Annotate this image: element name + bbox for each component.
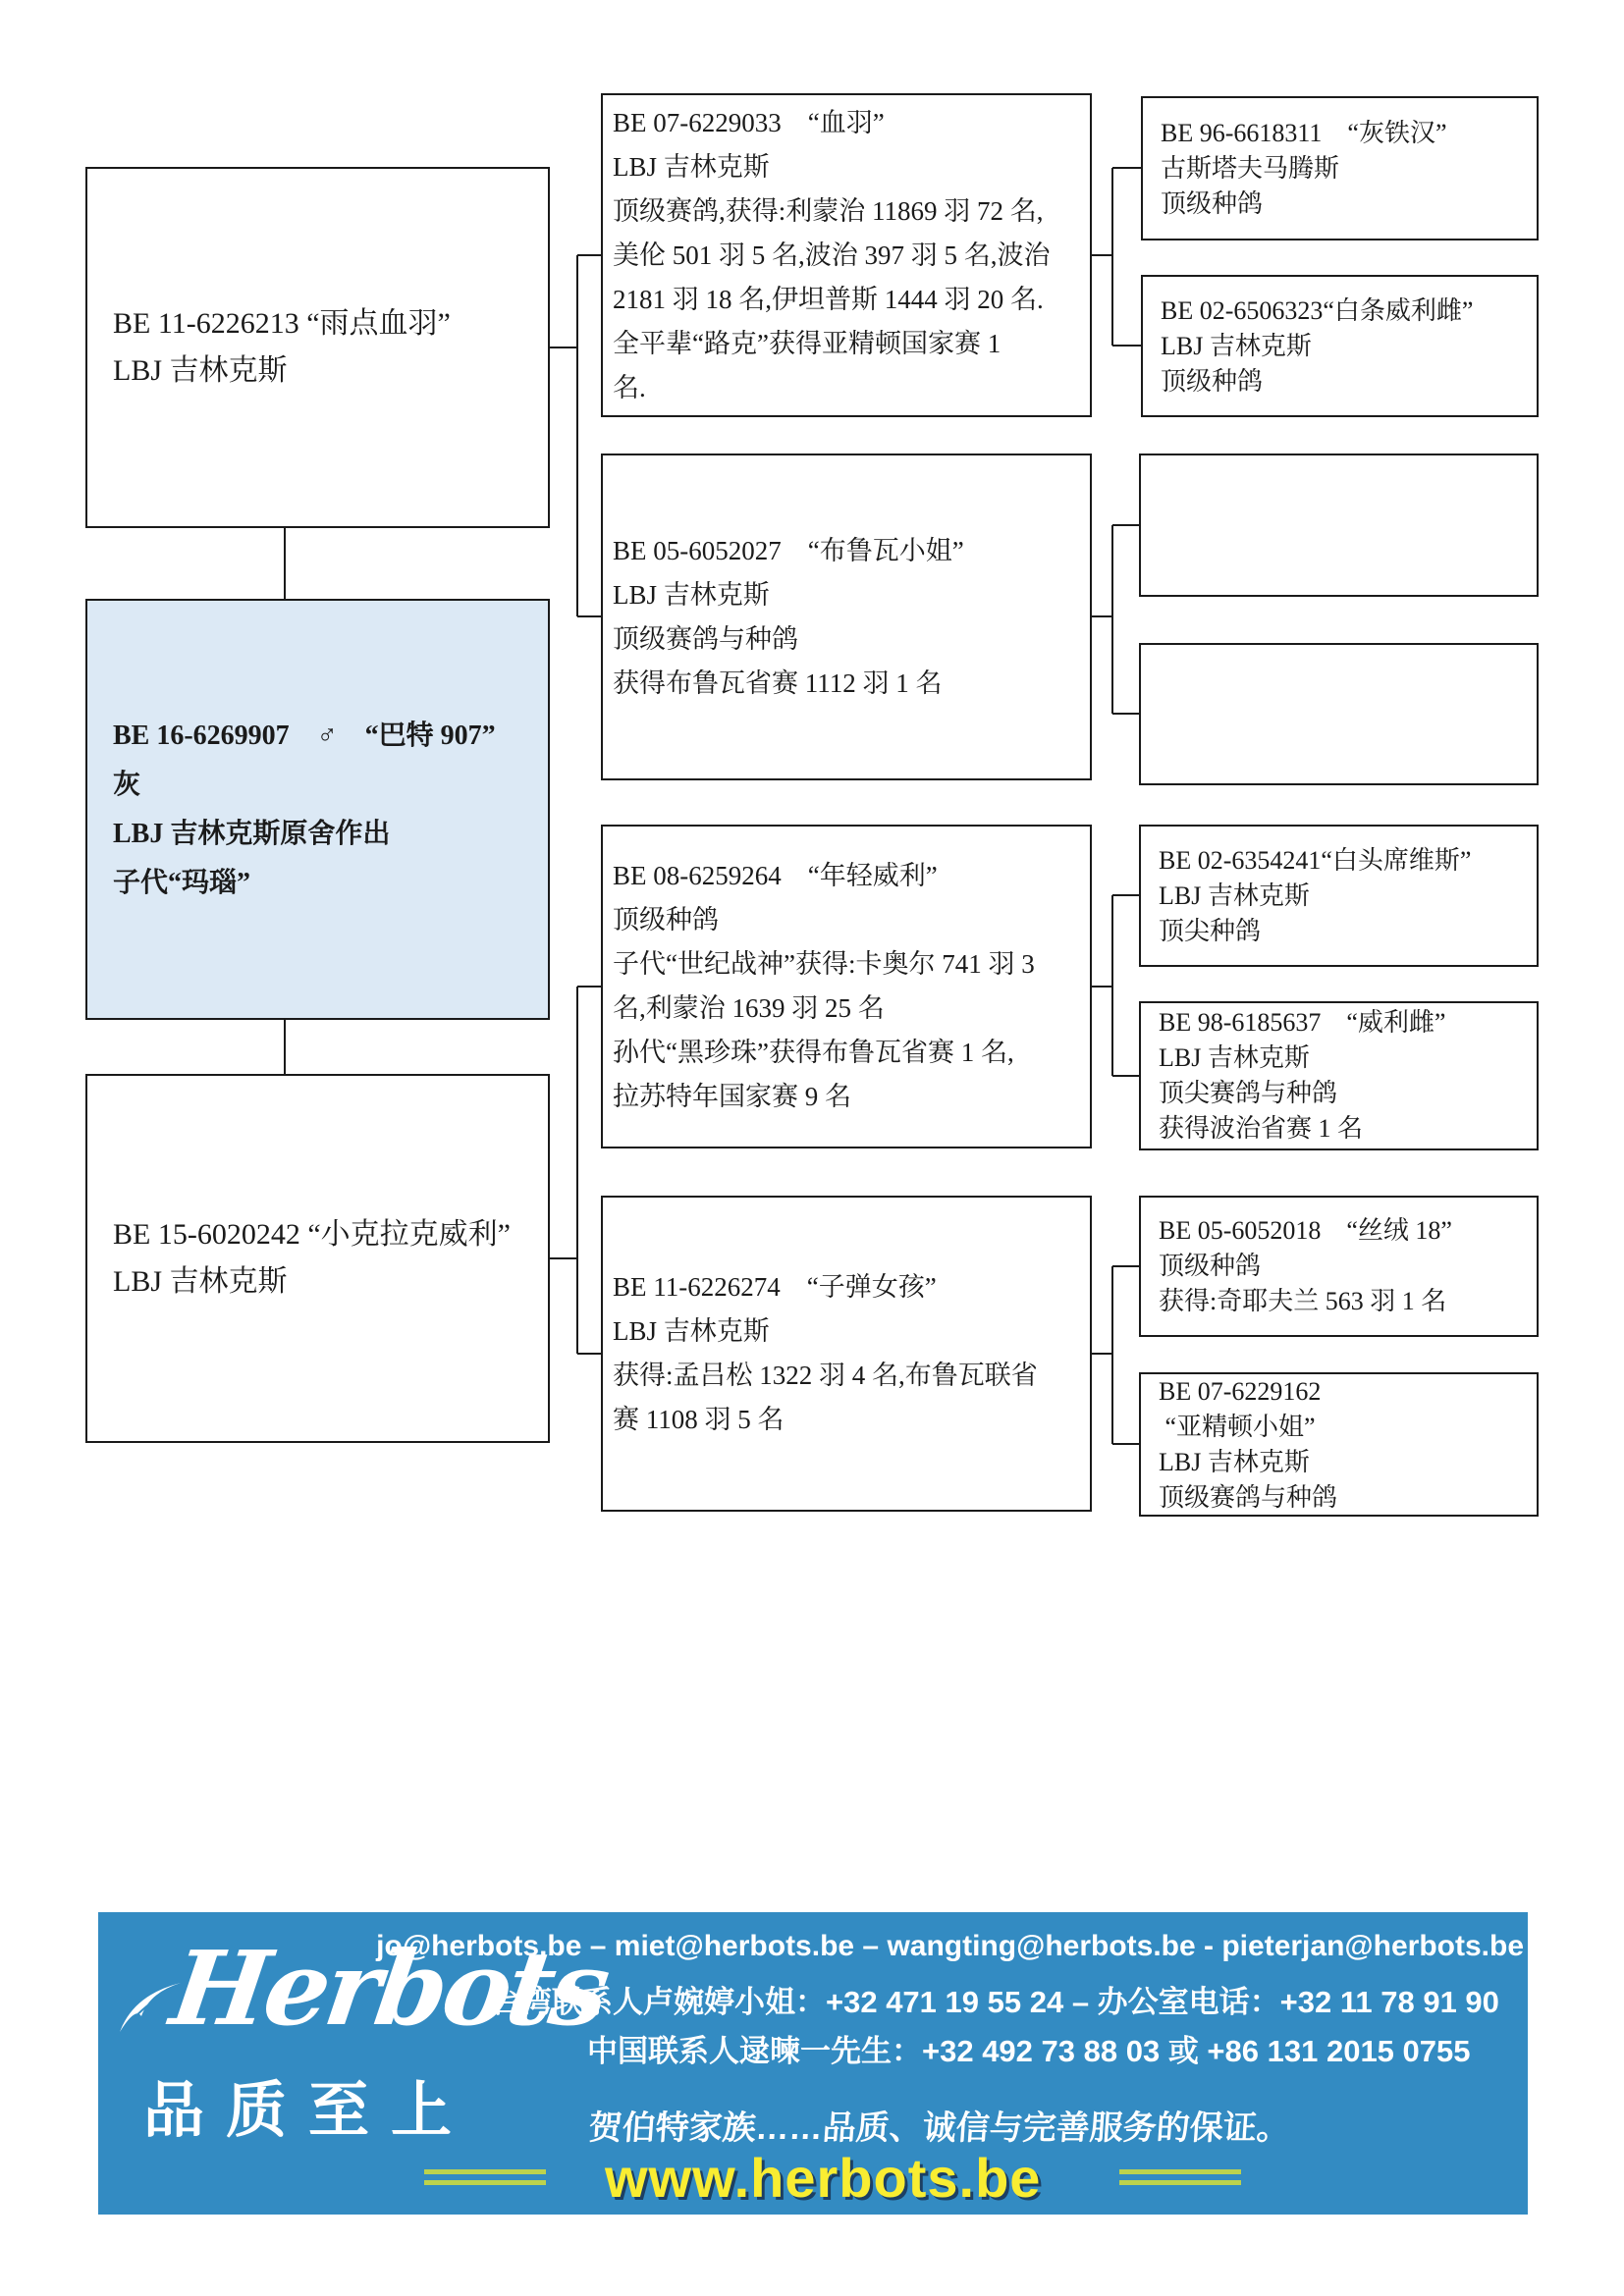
box-great-grandparent-1 [1141,96,1539,240]
box-text-line: LBJ 吉林克斯 [113,354,288,387]
box-great-grandparent-2 [1141,275,1539,417]
decor-double-line-right [1119,2169,1241,2185]
box-text-line: LBJ 吉林克斯 [613,579,770,610]
box-text-line: 全平辈“路克”获得亚精顿国家赛 1 [613,328,1001,358]
box-text-line: BE 96-6618311 “灰铁汉” [1161,118,1447,147]
website-url: www.herbots.be [605,2147,1042,2209]
box-text-line: LBJ 吉林克斯 [1159,1447,1310,1476]
decor-double-line-left [424,2169,546,2185]
box-great-grandparent-3-empty [1139,454,1539,597]
box-text-line: 顶级种鸽 [1161,366,1264,396]
box-text-line: 顶尖赛鸽与种鸽 [1159,1079,1338,1107]
box-text-line: 子代“世纪战神”获得:卡奥尔 741 羽 3 [613,949,1035,979]
box-text-line: 获得波治省赛 1 名 [1159,1114,1364,1143]
box-text-line: 子代“玛瑙” [113,867,251,898]
box-text-line: 顶级赛鸽,获得:利蒙治 11869 羽 72 名, [613,195,1044,226]
box-grandfather-maternal [601,825,1092,1148]
box-text-line: BE 15-6020242 “小克拉克威利” [113,1218,511,1251]
box-text-line: 古斯塔夫马腾斯 [1161,153,1340,183]
box-text-line: LBJ 吉林克斯 [1159,881,1310,910]
logo-wordmark: Herbots [164,1928,614,2049]
box-text-line: 获得:孟吕松 1322 羽 4 名,布鲁瓦联省 [613,1361,1038,1390]
box-text-line: 顶级赛鸽与种鸽 [613,623,798,654]
box-text-line: BE 11-6226213 “雨点血羽” [113,307,451,340]
logo-slogan-cn: 品质至上 [143,2077,474,2145]
box-text-line: 2181 羽 18 名,伊坦普斯 1444 羽 20 名. [613,284,1044,314]
contact-emails: jo@herbots.be – miet@herbots.be – wangting@herbots.be - pieterjan@herbots.be [376,1930,1524,1962]
box-text-line: 获得:奇耶夫兰 563 羽 1 名 [1159,1287,1447,1315]
box-text-line: 顶尖种鸽 [1159,916,1262,945]
box-text-line: “亚精顿小姐” [1159,1412,1316,1441]
box-text-line: BE 02-6354241“白头席维斯” [1159,845,1472,875]
box-father [85,167,550,528]
box-great-grandparent-6 [1139,1001,1539,1150]
box-text-line: LBJ 吉林克斯 [113,1265,288,1298]
box-text-line: BE 16-6269907 ♂ “巴特 907” [113,720,496,751]
family-tagline: 贺伯特家族……品质、诚信与完善服务的保证。 [587,2109,1292,2147]
box-text-line: BE 08-6259264 “年轻威利” [613,861,938,890]
contact-taiwan: 台湾联系人卢婉婷小姐：+32 471 19 55 24 – 办公室电话：+32 11 78 91 90 [491,1985,1499,2019]
box-great-grandparent-5 [1139,825,1539,967]
herbots-banner [98,1912,1528,2215]
box-great-grandparent-8 [1139,1372,1539,1517]
box-text-line: 获得布鲁瓦省赛 1112 羽 1 名 [613,667,943,698]
box-text-line: BE 11-6226274 “子弹女孩” [613,1272,937,1302]
box-text-line: BE 02-6506323“白条威利雌” [1161,295,1474,325]
box-text-line: LBJ 吉林克斯 [613,151,770,182]
box-grandmother-paternal [601,454,1092,780]
box-text-line: LBJ 吉林克斯 [1159,1043,1310,1072]
box-text-line: 名,利蒙治 1639 羽 25 名 [613,993,885,1023]
box-great-grandparent-4-empty [1139,643,1539,785]
box-mother [85,1074,550,1443]
box-text-line: LBJ 吉林克斯 [613,1316,770,1346]
box-great-grandparent-7 [1139,1196,1539,1337]
box-grandmother-maternal [601,1196,1092,1512]
box-subject [85,599,550,1020]
box-text-line: BE 98-6185637 “威利雌” [1159,1008,1446,1037]
box-text-line: 孙代“黑珍珠”获得布鲁瓦省赛 1 名, [613,1038,1014,1067]
box-text-line: 名. [613,372,646,402]
box-text-line: BE 05-6052018 “丝绒 18” [1159,1216,1452,1245]
box-text-line: 顶级赛鸽与种鸽 [1159,1482,1338,1512]
box-text-line: LBJ 吉林克斯 [1161,331,1312,360]
box-text-line: LBJ 吉林克斯原舍作出 [113,818,391,849]
box-text-line: 顶级种鸽 [1161,188,1264,218]
box-grandfather-paternal [601,93,1092,417]
box-text-line: 拉苏特年国家赛 9 名 [613,1082,851,1111]
box-text-line: 美伦 501 羽 5 名,波治 397 羽 5 名,波治 [613,240,1051,270]
box-text-line: BE 07-6229033 “血羽” [613,107,885,137]
box-text-line: 顶级种鸽 [613,905,719,934]
box-text-line: BE 07-6229162 [1159,1376,1322,1406]
box-text-line: 赛 1108 羽 5 名 [613,1405,785,1434]
box-text-line: 顶级种鸽 [1159,1252,1262,1280]
box-text-line: BE 05-6052027 “布鲁瓦小姐” [613,535,964,565]
box-text-line: 灰 [113,769,141,800]
contact-china: 中国联系人逯暕一先生：+32 492 73 88 03 或 +86 131 2015 0755 [587,2034,1471,2068]
